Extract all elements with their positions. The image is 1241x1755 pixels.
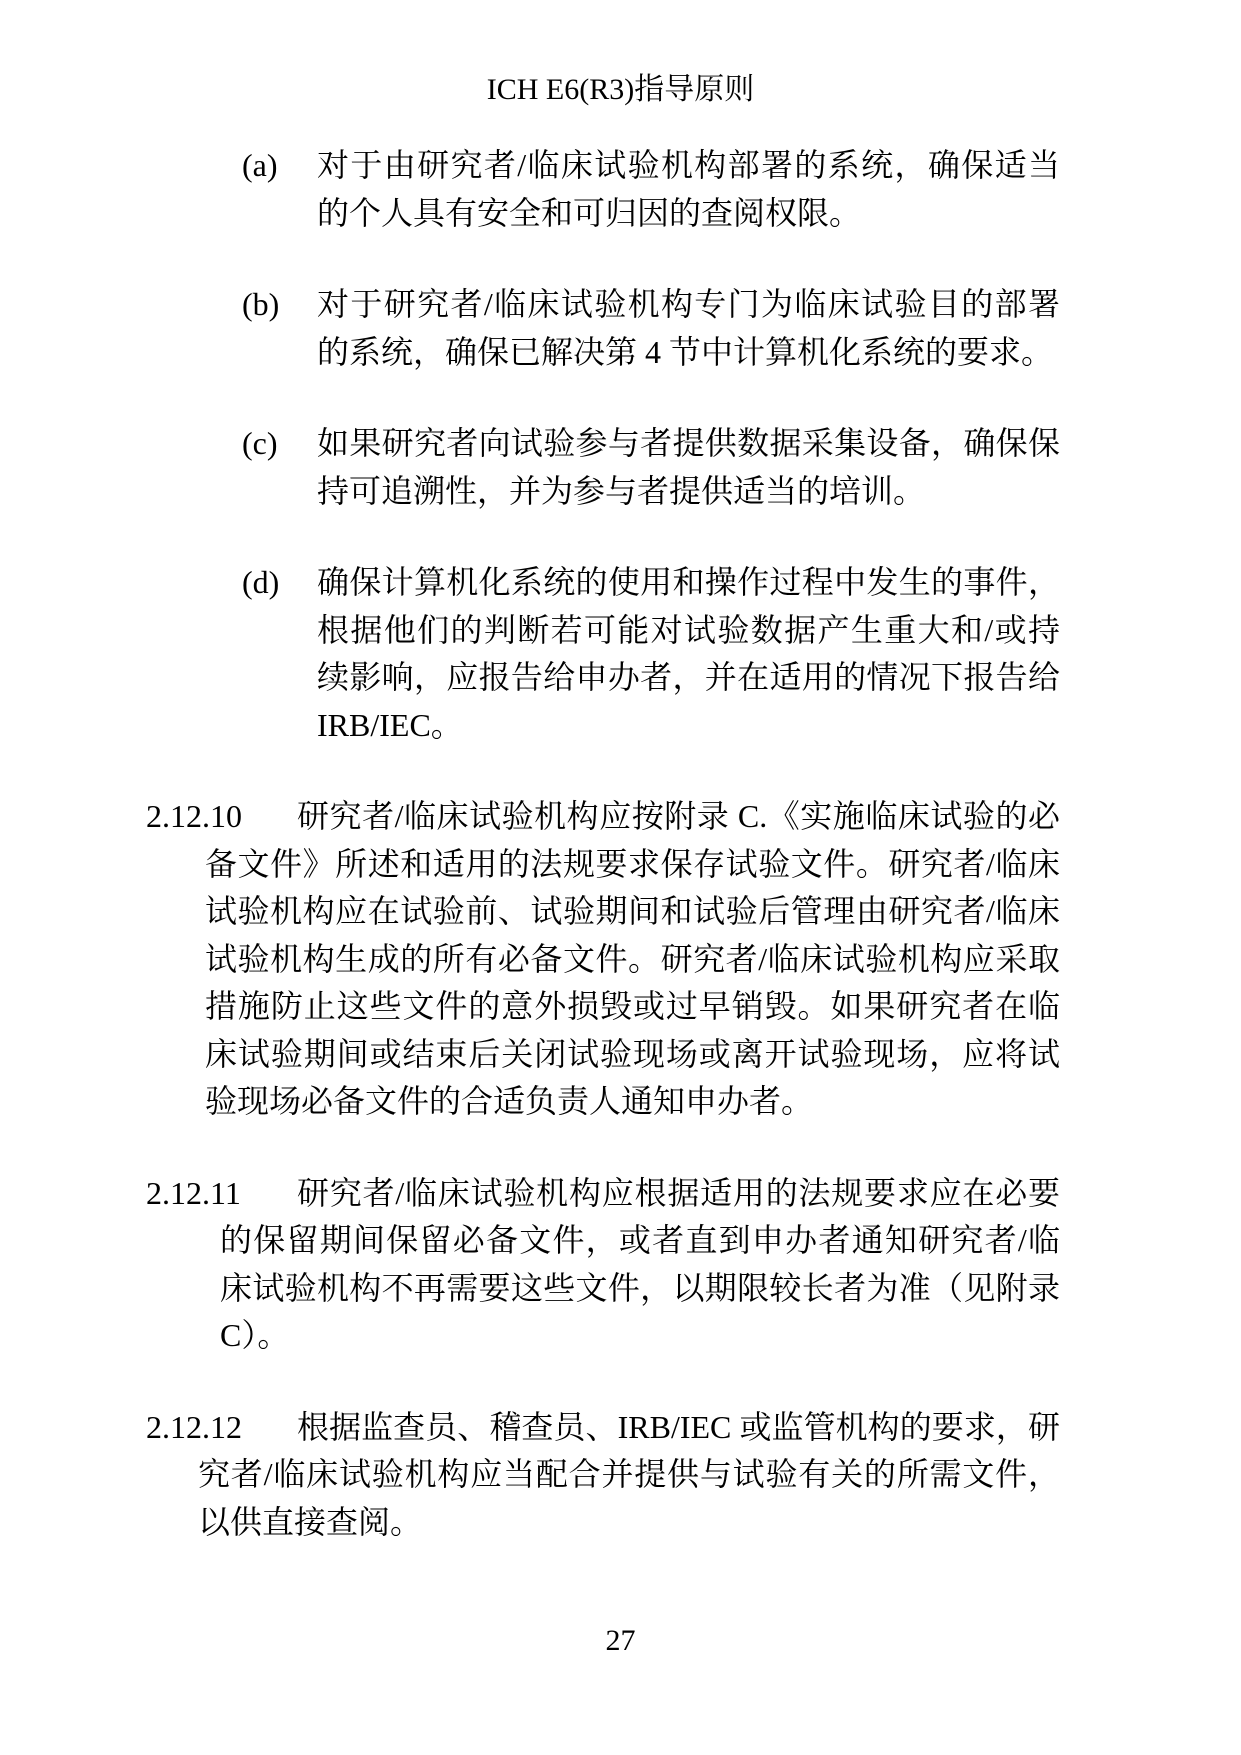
list-item-label: (d): [242, 564, 280, 600]
section-text: 研究者/临床试验机构应按附录 C.《实施临床试验的必备文件》所述和适用的法规要求保存试验文件。研究者/临床试验机构应在试验前、试验期间和试验后管理由研究者/临床试验机构生成的所有必备文件。研究者/临床试验机构应采取措施防止这些文件的意外损毁或过早销毁。如果研究者在临床试验期间或结束后关闭试验现场或离开试验现场，应将试验现场必备文件的合适负责人通知申办者。: [205, 798, 1060, 1119]
list-item-d: [242, 559, 1060, 749]
list-item-label: (a): [242, 147, 278, 183]
section-2-12-12: [146, 1404, 1060, 1547]
section-text: 研究者/临床试验机构应根据适用的法规要求应在必要的保留期间保留必备文件，或者直到申办者通知研究者/临床试验机构不再需要这些文件，以期限较长者为准（见附录 C）。: [220, 1174, 1060, 1353]
section-number: 2.12.12: [146, 1408, 242, 1445]
list-item-text: 如果研究者向试验参与者提供数据采集设备，确保保持可追溯性，并为参与者提供适当的培训。: [317, 425, 1060, 509]
section-2-12-10: [146, 793, 1060, 1126]
list-item-text: 对于研究者/临床试验机构专门为临床试验目的部署的系统，确保已解决第 4 节中计算机化系统的要求。: [317, 286, 1060, 370]
list-item-text: 对于由研究者/临床试验机构部署的系统，确保适当的个人具有安全和可归因的查阅权限。: [317, 147, 1060, 231]
section-text: 根据监查员、稽查员、IRB/IEC 或监管机构的要求，研究者/临床试验机构应当配合并提供与试验有关的所需文件，以供直接查阅。: [198, 1408, 1060, 1540]
list-item-b: [242, 281, 1060, 376]
list-item-label: (c): [242, 425, 278, 461]
list-item-a: [242, 142, 1060, 237]
page-footer: [0, 1622, 1241, 1660]
page-number: 27: [605, 1624, 636, 1657]
list-item-label: (b): [242, 286, 280, 322]
section-number: 2.12.10: [146, 798, 242, 834]
section-2-12-11: [146, 1170, 1060, 1360]
list-item-text: 确保计算机化系统的使用和操作过程中发生的事件，根据他们的判断若可能对试验数据产生重大和/或持续影响，应报告给申办者，并在适用的情况下报告给 IRB/IEC。: [317, 564, 1060, 743]
header-title: ICH E6(R3)指导原则: [486, 73, 755, 106]
section-number: 2.12.11: [146, 1174, 241, 1211]
list-item-c: [242, 420, 1060, 515]
page-header: [0, 0, 1241, 110]
